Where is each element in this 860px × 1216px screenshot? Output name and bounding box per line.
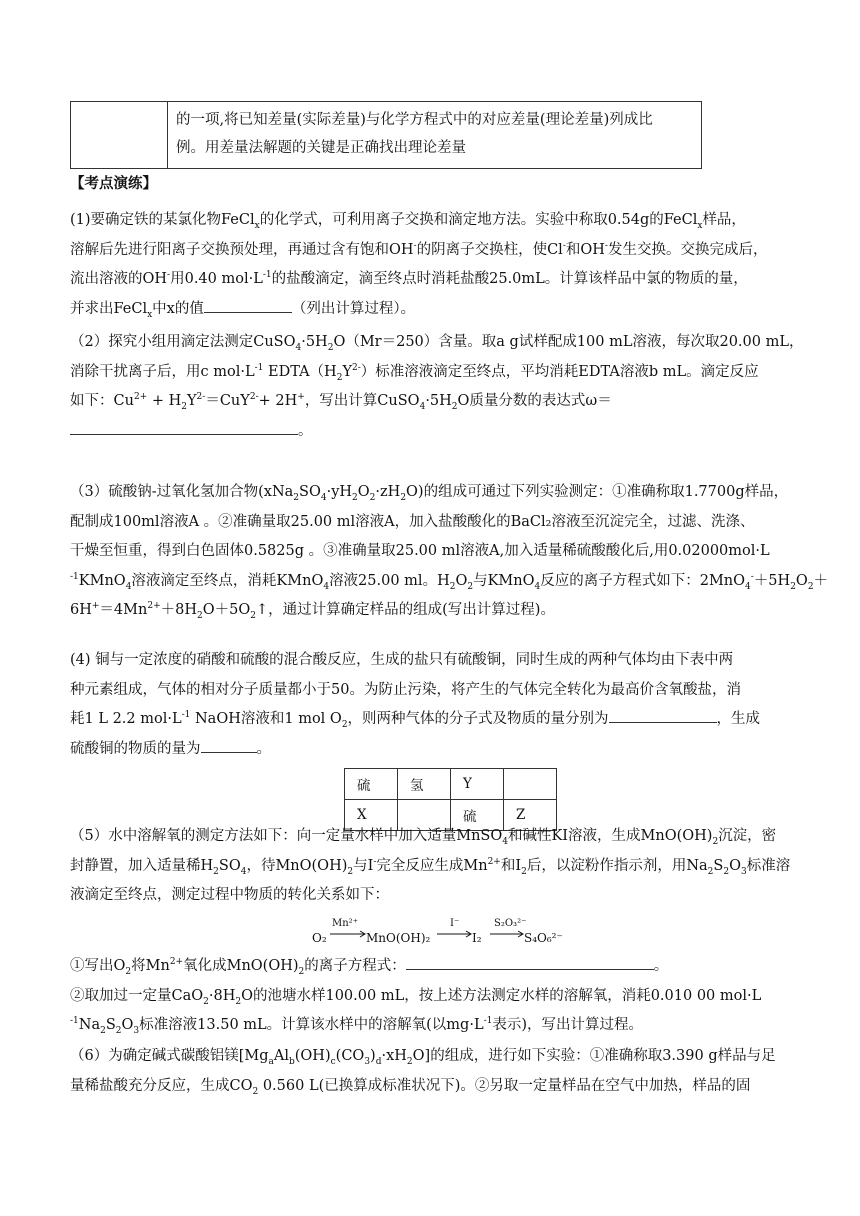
q1-line-3: 流出溶液的OH-用0.40 $mol\cdot L^{-1}$的盐酸滴定，滴至终点时消耗盐酸25.0mL。计算该样品中氯的物质的量， bbox=[70, 270, 748, 287]
flow-i-minus: I⁻ bbox=[450, 918, 460, 929]
question-1 bbox=[70, 206, 788, 324]
q5-line-3: 液滴定至终点，测定过程中物质的转化关系如下： bbox=[70, 887, 389, 903]
table-right-cell bbox=[168, 102, 702, 169]
question-3 bbox=[70, 478, 829, 626]
q4-line-2: 种元素组成，气体的相对分子质量都小于50。为防止污染，将产生的气体完全转化为最高价含氧酸盐，消 bbox=[70, 681, 741, 698]
section-heading: 【考点演练】 bbox=[70, 175, 157, 192]
q6-line-2: 量稀盐酸充分反应，生成$CO_2$ 0.560 L(已换算成标准状况下)。②另取一定量样品在空气中加热，样品的固 bbox=[70, 1077, 751, 1097]
table-cell: Z bbox=[504, 800, 557, 831]
answer-blank[interactable] bbox=[609, 708, 717, 723]
q5b-line-1: ②取加过一定量$CaO_2\cdot 8H_2O$的池塘水样100.00 mL，按上述方法测定水样的溶解氧，消耗0.010 00 mol·L bbox=[70, 987, 762, 1007]
table-cell bbox=[504, 769, 557, 800]
table-cell: 硫 bbox=[451, 800, 504, 831]
q5b-line-2: $^{-1}Na_2S_2O_3$标准溶液13.50 mL。计算该水样中的溶解氧(以$mg\cdot L^{-1}$表示)，写出计算过程。 bbox=[70, 1016, 644, 1036]
table-cell: 氢 bbox=[398, 769, 451, 800]
table-cell: Y bbox=[451, 769, 504, 800]
q6-line-1: （6）为确定碱式碳酸铝镁$[Mg_aAl_b(OH)_c(CO_3)_d\cdot xH_2O]$的组成，进行如下实验：①准确称取3.390 g样品与足 bbox=[70, 1048, 776, 1067]
question-4 bbox=[70, 646, 788, 764]
table-left-cell bbox=[71, 102, 168, 169]
q1-line-4: 并求出FeCl$_x$中x的值 （列出计算过程）。 bbox=[70, 295, 788, 325]
question-6 bbox=[70, 1042, 788, 1101]
answer-blank[interactable] bbox=[70, 420, 298, 435]
q1-line-1: (1)要确定铁的某氯化物FeCl$_x$的化学式，可利用离子交换和滴定地方法。实验中称取0.54g的FeCl$_x$样品， bbox=[70, 212, 746, 231]
table-text-line-1: 的一项,将已知差量(实际差量)与化学方程式中的对应差量(理论差量)列成比 bbox=[176, 112, 653, 128]
q5-line-2: 封静置，加入适量稀$H_2SO_4$，待$MnO(OH)_2$与I-完全反应生成$Mn^{2+}$和$I_2$后，以淀粉作指示剂，用$Na_2S_2O_3$标准溶 bbox=[70, 856, 791, 877]
q4-line-3: 耗1 L 2.2 $mol\cdot L^{-1}$ NaOH溶液和1 mol $O_2$，则两种气体的分子式及物质的量分别为 ，生成 bbox=[70, 705, 788, 735]
method-table bbox=[70, 101, 702, 169]
q4-line-4: 硫酸铜的物质的量为 。 bbox=[70, 735, 788, 765]
answer-blank[interactable] bbox=[406, 955, 654, 970]
flow-o2: O₂ bbox=[312, 931, 327, 945]
q3-line-5: $6H^+=4Mn^{2+}+8H_2O+5O_2↑$，通过计算确定样品的组成(写出计算过程)。 bbox=[70, 601, 555, 621]
flow-mnooh: MnO(OH)₂ bbox=[366, 931, 431, 945]
q5a-line: ①写出$O_2$将$Mn^{2+}$氧化成$MnO(OH)_2$的离子方程式： 。 bbox=[70, 952, 788, 982]
table-cell: X bbox=[345, 800, 398, 831]
q3-line-2: 配制成100ml溶液A 。②准确量取25.00 ml溶液A，加入盐酸酸化的BaCl₂溶液至沉淀完全，过滤、洗涤、 bbox=[70, 513, 755, 530]
table-row bbox=[345, 769, 557, 800]
q2-line-4: 。 bbox=[70, 417, 788, 447]
flow-s2o3: S₂O₃²⁻ bbox=[494, 918, 527, 929]
flow-mn: Mn²⁺ bbox=[332, 918, 358, 929]
q5-line-1: （5）水中溶解氧的测定方法如下：向一定量水样中加入适量MnSO$_4$和碱性KI溶液，生成$MnO(OH)_2$沉淀，密 bbox=[70, 828, 777, 847]
q2-line-1: （2）探究小组用滴定法测定$CuSO_4\cdot 5H_2O(Mr=250)$含量。取a g试样配成100 mL溶液，每次取20.00 mL， bbox=[70, 334, 804, 353]
q1-line-2: 溶解后先进行阳离子交换预处理，再通过含有饱和OH-的阴离子交换柱，使Cl-和OH-发生交换。交换完成后， bbox=[70, 240, 768, 258]
question-5 bbox=[70, 822, 791, 911]
answer-blank[interactable] bbox=[204, 298, 292, 313]
flow-i2: I₂ bbox=[472, 931, 482, 945]
q3-line-4: $^{-1}$KMnO$_4$溶液滴定至终点，消耗KMnO$_4$溶液25.00 ml。$H_2O_2$与KMnO$_4$反应的离子方程式如下：$2MnO_4^-+5H_2O_2+$ bbox=[70, 571, 829, 592]
conversion-flow-diagram bbox=[310, 910, 570, 950]
question-5-subparts bbox=[70, 952, 788, 1041]
table-cell: 硫 bbox=[345, 769, 398, 800]
q2-line-3: 如下：$Cu^{2+} + H_2Y^{2-}=CuY^{2-}+ 2H^+$，写出计算$CuSO_4\cdot 5H_2O$质量分数的表达式ω＝ bbox=[70, 392, 612, 412]
answer-blank[interactable] bbox=[201, 738, 257, 753]
q3-line-3: 干燥至恒重，得到白色固体0.5825g 。③准确量取25.00 ml溶液A,加入适量稀硫酸酸化后,用0.02000mol·L bbox=[70, 543, 770, 559]
table-text-line-2: 例。用差量法解题的关键是正确找出理论差量 bbox=[176, 140, 466, 156]
q2-line-2: 消除干扰离子后，用c $mol\cdot L^{-1}$ $EDTA(H_2Y^{2-})$标准溶液滴定至终点，平均消耗EDTA溶液b mL。滴定反应 bbox=[70, 362, 759, 383]
question-2 bbox=[70, 328, 804, 446]
q3-line-1: （3）硫酸钠-过氧化氢加合物$(xNa_2SO_4\cdot yH_2O_2\cdot zH_2O)$的组成可通过下列实验测定：①准确称取1.7700g样品， bbox=[70, 484, 789, 503]
q4-line-1: (4) 铜与一定浓度的硝酸和硫酸的混合酸反应，生成的盐只有硫酸铜，同时生成的两种气体均由下表中两 bbox=[70, 652, 734, 668]
flow-s4o6: S₄O₆²⁻ bbox=[524, 931, 563, 945]
